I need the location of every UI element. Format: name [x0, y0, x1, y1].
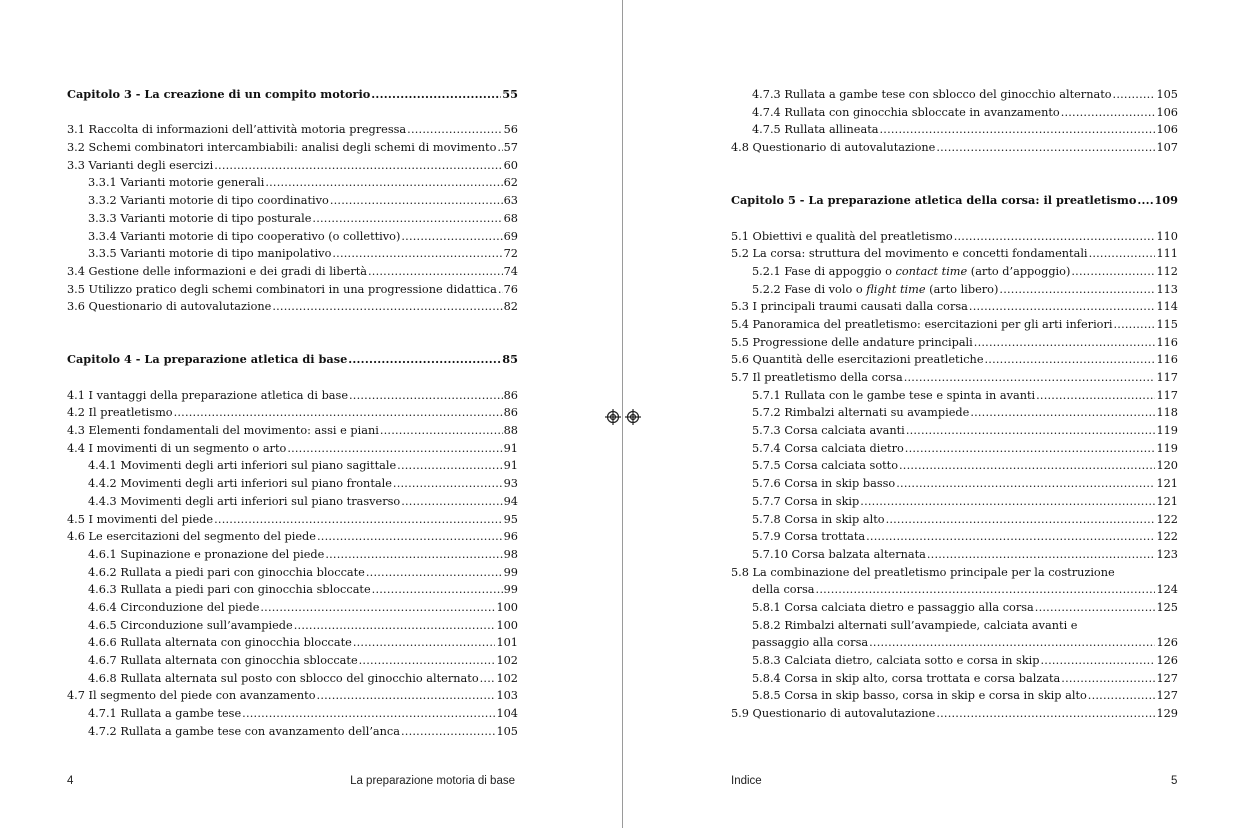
toc-entry-title: 3.3.2 Varianti motorie di tipo coordinativo	[88, 194, 329, 208]
toc-entry-title: 4.4 I movimenti di un segmento o arto	[67, 441, 287, 455]
dot-leader	[1088, 687, 1156, 705]
toc-page-number: 62	[503, 176, 518, 190]
toc-entry[interactable]	[731, 121, 1178, 139]
dot-leader	[397, 457, 502, 475]
toc-entry-title: 4.7.3 Rullata a gambe tese con sblocco del ginocchio alternato	[752, 88, 1112, 101]
toc-page-number: 127	[1156, 671, 1178, 685]
dot-leader	[332, 245, 502, 263]
dot-leader	[860, 493, 1155, 511]
table-of-contents-right	[731, 86, 1178, 723]
footer-section-title: Indice	[731, 775, 762, 787]
toc-entry-title: 4.5 I movimenti del piede	[67, 512, 214, 526]
table-of-contents-left	[67, 86, 518, 740]
dot-leader	[312, 210, 502, 228]
toc-entry[interactable]	[731, 422, 1178, 440]
dot-leader	[480, 670, 496, 688]
toc-entry-title: 4.6.6 Rullata alternata con ginocchia bloccate	[88, 636, 352, 650]
toc-entry[interactable]	[67, 422, 518, 440]
registration-marks	[604, 408, 642, 426]
dot-leader	[999, 281, 1155, 299]
toc-entry[interactable]	[731, 581, 1178, 599]
toc-page-number: 86	[503, 388, 518, 402]
dot-leader	[869, 634, 1155, 652]
toc-page-number: 95	[503, 512, 518, 526]
toc-entry-title: 5.9 Questionario di autovalutazione	[731, 707, 936, 721]
toc-entry[interactable]	[731, 652, 1178, 670]
toc-entry[interactable]	[67, 457, 518, 475]
toc-page-number: 121	[1156, 477, 1178, 491]
toc-page-number: 74	[503, 264, 518, 278]
toc-page-number: 68	[503, 211, 518, 225]
toc-page-number: 102	[496, 654, 518, 667]
toc-page-number: 116	[1156, 353, 1178, 367]
toc-entry-title: 5.7 Il preatletismo della corsa	[731, 371, 903, 384]
dot-leader	[1137, 192, 1153, 210]
toc-page-number: 103	[496, 689, 518, 703]
toc-entry[interactable]	[67, 652, 518, 670]
toc-entry[interactable]	[67, 192, 518, 210]
toc-page-number: 96	[503, 530, 518, 544]
dot-leader	[348, 351, 501, 369]
toc-entry-title: Capitolo 4 - La preparazione atletica di base	[67, 352, 348, 367]
toc-entry-title: 5.2.1 Fase di appoggio o contact time (arto d’appoggio)	[752, 264, 1071, 278]
dot-leader	[401, 228, 502, 246]
toc-page-number: 110	[1156, 229, 1178, 243]
toc-entry-title: 5.7.5 Corsa calciata sotto	[752, 459, 898, 473]
toc-entry-title: 4.4.3 Movimenti degli arti inferiori sul piano trasverso	[88, 494, 401, 508]
toc-page-number: 119	[1156, 441, 1178, 455]
toc-entry[interactable]	[67, 157, 518, 175]
toc-page-number: 82	[503, 300, 518, 314]
toc-entry-title: 3.3.4 Varianti motorie di tipo cooperativo (o collettivo)	[88, 229, 401, 243]
dot-leader	[265, 174, 502, 192]
toc-entry[interactable]	[67, 564, 518, 582]
toc-entry[interactable]	[731, 493, 1178, 511]
toc-spacer	[67, 334, 518, 352]
dot-leader	[1035, 599, 1156, 617]
toc-entry-title: 4.6.8 Rullata alternata sul posto con sblocco del ginocchio alternato	[88, 671, 479, 685]
toc-entry-title: 3.3.1 Varianti motorie generali	[88, 176, 265, 190]
toc-entry[interactable]	[67, 581, 518, 599]
toc-page-number: 123	[1156, 547, 1178, 561]
toc-chapter-entry[interactable]	[731, 192, 1178, 210]
toc-page-number: 109	[1154, 193, 1178, 208]
dot-leader	[498, 281, 503, 299]
toc-entry[interactable]	[67, 210, 518, 228]
toc-page-number: 55	[502, 87, 518, 101]
toc-entry-title: 5.5 Progressione delle andature principali	[731, 335, 973, 349]
toc-entry[interactable]	[731, 617, 1178, 635]
toc-entry-title: 5.8.2 Rimbalzi alternati sull’avampiede, calciata avanti e	[752, 618, 1078, 632]
toc-spacer	[67, 369, 518, 387]
dot-leader	[317, 687, 496, 705]
toc-page-number: 88	[503, 424, 518, 438]
toc-entry-title: 5.8.1 Corsa calciata dietro e passaggio alla corsa	[752, 600, 1034, 614]
toc-entry-title: 4.6.2 Rullata a piedi pari con ginocchia bloccate	[88, 565, 365, 579]
toc-page-number: 100	[496, 600, 518, 614]
dot-leader	[294, 617, 496, 635]
toc-entry-title: 4.6.4 Circonduzione del piede	[88, 600, 260, 614]
toc-entry[interactable]	[67, 121, 518, 139]
dot-leader	[330, 192, 503, 210]
dot-leader	[407, 121, 502, 139]
dot-leader	[380, 422, 503, 440]
dot-leader	[401, 723, 495, 741]
dot-leader	[174, 404, 503, 422]
toc-page-number: 122	[1156, 530, 1178, 544]
toc-entry-title: 4.6.1 Supinazione e pronazione del piede	[88, 547, 325, 561]
toc-page-number: 102	[496, 671, 518, 685]
toc-entry[interactable]	[67, 511, 518, 529]
toc-entry-title: 4.6.5 Circonduzione sull’avampiede	[88, 618, 293, 632]
toc-page-number: 94	[503, 494, 518, 508]
dot-leader	[1041, 652, 1156, 670]
toc-page-number: 60	[503, 158, 518, 172]
toc-page-number: 99	[503, 583, 518, 597]
dot-leader	[886, 511, 1156, 529]
toc-entry-title: 4.4.1 Movimenti degli arti inferiori sul piano sagittale	[88, 459, 397, 473]
toc-entry[interactable]	[67, 228, 518, 246]
toc-page-number: 119	[1156, 424, 1178, 438]
toc-entry-title: 5.4 Panoramica del preatletismo: esercitazioni per gli arti inferiori	[731, 317, 1113, 331]
toc-entry-title: 5.1 Obiettivi e qualità del preatletismo	[731, 229, 953, 243]
dot-leader	[936, 705, 1155, 723]
toc-entry[interactable]	[731, 564, 1178, 582]
toc-entry-title: 4.3 Elementi fondamentali del movimento: assi e piani	[67, 424, 379, 438]
dot-leader	[905, 440, 1156, 458]
toc-page-number: 104	[496, 707, 518, 721]
toc-entry[interactable]	[67, 387, 518, 405]
toc-entry-title: 4.7.1 Rullata a gambe tese	[88, 707, 242, 721]
toc-entry-title: 5.7.3 Corsa calciata avanti	[752, 424, 905, 438]
toc-entry[interactable]	[67, 599, 518, 617]
toc-entry[interactable]	[67, 617, 518, 635]
toc-entry[interactable]	[731, 281, 1178, 299]
toc-page-number: 105	[1156, 88, 1178, 101]
toc-entry-title: 5.3 I principali traumi causati dalla corsa	[731, 300, 968, 314]
toc-entry[interactable]	[67, 404, 518, 422]
dot-leader	[353, 634, 496, 652]
toc-entry[interactable]	[67, 298, 518, 316]
crosshair-circle-icon	[605, 409, 621, 425]
toc-entry[interactable]	[67, 723, 518, 741]
toc-entry[interactable]	[67, 528, 518, 546]
toc-entry-title: 3.4 Gestione delle informazioni e dei gradi di libertà	[67, 264, 368, 278]
footer-book-title: La preparazione motoria di base	[350, 775, 515, 787]
toc-entry-title: 5.8 La combinazione del preatletismo principale per la costruzione	[731, 565, 1115, 579]
dot-leader	[325, 546, 502, 564]
toc-page-number: 113	[1156, 282, 1178, 296]
dot-leader	[866, 528, 1155, 546]
toc-entry[interactable]	[731, 528, 1178, 546]
toc-entry-title: 3.2 Schemi combinatori intercambiabili: analisi degli schemi di movimento	[67, 141, 497, 155]
dot-leader	[927, 546, 1156, 564]
toc-entry[interactable]	[731, 228, 1178, 246]
toc-entry-title: 3.3 Varianti degli esercizi	[67, 158, 214, 172]
dot-leader	[372, 581, 503, 599]
dot-leader	[1036, 387, 1155, 405]
toc-entry-title: 4.7.5 Rullata allineata	[752, 123, 879, 137]
dot-leader	[1061, 104, 1156, 122]
toc-page-number: 116	[1156, 335, 1178, 349]
toc-page-number: 57	[503, 141, 518, 155]
toc-entry-title: 5.7.2 Rimbalzi alternati su avampiede	[752, 406, 970, 420]
dot-leader	[393, 475, 503, 493]
toc-entry[interactable]	[731, 511, 1178, 529]
toc-entry[interactable]	[731, 245, 1178, 263]
footer-page-number-right: 5	[1171, 775, 1178, 787]
toc-page-number: 121	[1156, 494, 1178, 508]
toc-page-number: 98	[503, 547, 518, 561]
toc-chapter-entry[interactable]	[67, 351, 518, 369]
toc-entry-title: Capitolo 5 - La preparazione atletica della corsa: il preatletismo	[731, 193, 1137, 208]
toc-entry-title: 5.7.4 Corsa calciata dietro	[752, 441, 904, 455]
toc-entry-title: passaggio alla corsa	[752, 636, 869, 650]
toc-entry-title: 4.8 Questionario di autovalutazione	[731, 141, 936, 155]
toc-entry[interactable]	[67, 634, 518, 652]
toc-page-number: 99	[503, 565, 518, 579]
toc-page-number: 117	[1156, 388, 1178, 402]
toc-entry-title: 3.3.5 Varianti motorie di tipo manipolativo	[88, 247, 332, 261]
toc-page-number: 124	[1156, 583, 1178, 597]
toc-entry[interactable]	[731, 546, 1178, 564]
toc-page-number: 115	[1156, 317, 1178, 331]
toc-spacer	[67, 316, 518, 334]
toc-page-number: 118	[1156, 406, 1178, 420]
toc-entry[interactable]	[731, 475, 1178, 493]
dot-leader	[349, 387, 503, 405]
toc-page-number: 129	[1156, 707, 1178, 721]
toc-page-number: 106	[1156, 105, 1178, 119]
dot-leader	[816, 581, 1156, 599]
toc-entry[interactable]	[67, 174, 518, 192]
dot-leader	[954, 228, 1156, 246]
toc-entry-title: Capitolo 3 - La creazione di un compito motorio	[67, 87, 371, 101]
toc-page-number: 76	[503, 282, 518, 296]
toc-page-number: 125	[1156, 600, 1178, 614]
toc-entry-title: 3.6 Questionario di autovalutazione	[67, 300, 272, 314]
toc-page-number: 120	[1156, 459, 1178, 473]
toc-entry[interactable]	[731, 104, 1178, 122]
toc-entry[interactable]	[731, 316, 1178, 334]
toc-entry-title: 4.2 Il preatletismo	[67, 406, 173, 420]
toc-entry-title: 5.7.1 Rullata con le gambe tese e spinta in avanti	[752, 388, 1036, 402]
dot-leader	[368, 263, 503, 281]
dot-leader	[317, 528, 503, 546]
toc-entry[interactable]	[731, 334, 1178, 352]
dot-leader	[287, 440, 502, 458]
toc-entry[interactable]	[67, 139, 518, 157]
dot-leader	[974, 334, 1156, 352]
toc-entry[interactable]	[731, 351, 1178, 369]
dot-leader	[985, 351, 1156, 369]
toc-page-number: 72	[503, 247, 518, 261]
toc-entry-title: 5.2 La corsa: struttura del movimento e concetti fondamentali	[731, 247, 1088, 261]
toc-page-number: 111	[1156, 247, 1178, 261]
toc-entry[interactable]	[67, 440, 518, 458]
dot-leader	[359, 652, 496, 670]
toc-chapter-entry[interactable]	[67, 86, 518, 104]
dot-leader	[1061, 670, 1155, 688]
toc-entry-title: 5.7.6 Corsa in skip basso	[752, 477, 896, 491]
toc-page-number: 91	[503, 459, 518, 473]
toc-page-number: 126	[1156, 654, 1178, 667]
toc-entry-title: 5.7.7 Corsa in skip	[752, 494, 860, 508]
toc-entry[interactable]	[67, 281, 518, 299]
toc-entry-title: 5.6 Quantità delle esercitazioni preatletiche	[731, 353, 984, 367]
toc-entry[interactable]	[731, 599, 1178, 617]
dot-leader	[906, 422, 1156, 440]
dot-leader	[899, 457, 1155, 475]
toc-page-number: 126	[1156, 636, 1178, 650]
dot-leader	[896, 475, 1155, 493]
toc-entry-title: 5.7.10 Corsa balzata alternata	[752, 547, 926, 561]
toc-entry-title: 5.8.5 Corsa in skip basso, corsa in skip e corsa in skip alto	[752, 689, 1087, 703]
dot-leader	[242, 705, 495, 723]
right-page	[624, 0, 1244, 828]
toc-entry-title: 3.3.3 Varianti motorie di tipo posturale	[88, 211, 312, 225]
toc-entry[interactable]	[67, 245, 518, 263]
toc-entry[interactable]	[731, 139, 1178, 157]
dot-leader	[1089, 245, 1156, 263]
toc-entry-title: 3.5 Utilizzo pratico degli schemi combinatori in una progressione didattica	[67, 282, 497, 296]
toc-page-number: 105	[496, 724, 518, 738]
dot-leader	[214, 157, 502, 175]
crosshair-circle-icon	[625, 409, 641, 425]
toc-entry[interactable]	[67, 670, 518, 688]
toc-page-number: 86	[503, 406, 518, 420]
toc-entry[interactable]	[731, 440, 1178, 458]
toc-entry[interactable]	[731, 387, 1178, 405]
toc-spacer	[731, 210, 1178, 228]
toc-spacer	[67, 104, 518, 122]
dot-leader	[904, 369, 1156, 387]
toc-entry[interactable]	[67, 493, 518, 511]
toc-entry[interactable]	[731, 634, 1178, 652]
toc-page-number: 107	[1156, 141, 1178, 155]
toc-entry[interactable]	[731, 457, 1178, 475]
toc-page-number: 85	[502, 352, 518, 367]
dot-leader	[272, 298, 502, 316]
dot-leader	[497, 139, 502, 157]
toc-page-number: 100	[496, 618, 518, 632]
toc-page-number: 112	[1156, 264, 1178, 278]
toc-entry[interactable]	[731, 705, 1178, 723]
toc-entry-title: 5.8.4 Corsa in skip alto, corsa trottata e corsa balzata	[752, 671, 1061, 685]
toc-entry[interactable]	[67, 263, 518, 281]
dot-leader	[366, 564, 503, 582]
toc-page-number: 106	[1156, 123, 1178, 137]
toc-entry[interactable]	[67, 705, 518, 723]
dot-leader	[936, 139, 1155, 157]
toc-page-number: 117	[1156, 371, 1178, 384]
toc-page-number: 114	[1156, 300, 1178, 314]
toc-entry-title: 3.1 Raccolta di informazioni dell’attività motoria pregressa	[67, 123, 407, 137]
toc-entry[interactable]	[731, 670, 1178, 688]
dot-leader	[970, 404, 1155, 422]
toc-page-number: 69	[503, 229, 518, 243]
dot-leader	[260, 599, 495, 617]
toc-entry-title: 5.7.9 Corsa trottata	[752, 530, 866, 544]
toc-entry[interactable]	[731, 298, 1178, 316]
toc-entry-title: 4.7.4 Rullata con ginocchia sbloccate in avanzamento	[752, 105, 1060, 119]
toc-page-number: 127	[1156, 689, 1178, 703]
toc-page-number: 122	[1156, 512, 1178, 526]
dot-leader	[1113, 86, 1156, 104]
dot-leader	[371, 86, 501, 104]
dot-leader	[1114, 316, 1156, 334]
toc-page-number: 101	[496, 636, 518, 650]
toc-spacer	[731, 174, 1178, 192]
toc-entry-title: 5.8.3 Calciata dietro, calciata sotto e corsa in skip	[752, 654, 1040, 667]
toc-entry[interactable]	[731, 404, 1178, 422]
toc-entry-title: 4.1 I vantaggi della preparazione atletica di base	[67, 388, 349, 402]
dot-leader	[214, 511, 503, 529]
dot-leader	[969, 298, 1156, 316]
toc-entry-title: 4.6.7 Rullata alternata con ginocchia sbloccate	[88, 654, 358, 667]
toc-entry-title: 4.6.3 Rullata a piedi pari con ginocchia sbloccate	[88, 583, 371, 597]
toc-entry[interactable]	[731, 86, 1178, 104]
dot-leader	[880, 121, 1156, 139]
toc-entry[interactable]	[67, 475, 518, 493]
toc-entry[interactable]	[67, 546, 518, 564]
dot-leader	[1071, 263, 1155, 281]
toc-entry[interactable]	[731, 687, 1178, 705]
toc-page-number: 91	[503, 441, 518, 455]
toc-page-number: 56	[503, 123, 518, 137]
toc-entry-title: 5.7.8 Corsa in skip alto	[752, 512, 885, 526]
toc-entry[interactable]	[67, 687, 518, 705]
toc-entry-title: 4.7.2 Rullata a gambe tese con avanzamento dell’anca	[88, 724, 400, 738]
toc-entry-title: 4.6 Le esercitazioni del segmento del piede	[67, 530, 316, 544]
toc-entry-title: 4.4.2 Movimenti degli arti inferiori sul piano frontale	[88, 477, 392, 491]
toc-spacer	[731, 157, 1178, 175]
toc-entry-title: 4.7 Il segmento del piede con avanzamento	[67, 689, 316, 703]
toc-page-number: 63	[503, 194, 518, 208]
toc-entry[interactable]	[731, 263, 1178, 281]
toc-entry-title: 5.2.2 Fase di volo o flight time (arto libero)	[752, 282, 999, 296]
toc-entry-title: della corsa	[752, 583, 815, 597]
toc-entry[interactable]	[731, 369, 1178, 387]
dot-leader	[401, 493, 502, 511]
footer-page-number-left: 4	[67, 775, 74, 787]
toc-page-number: 93	[503, 477, 518, 491]
